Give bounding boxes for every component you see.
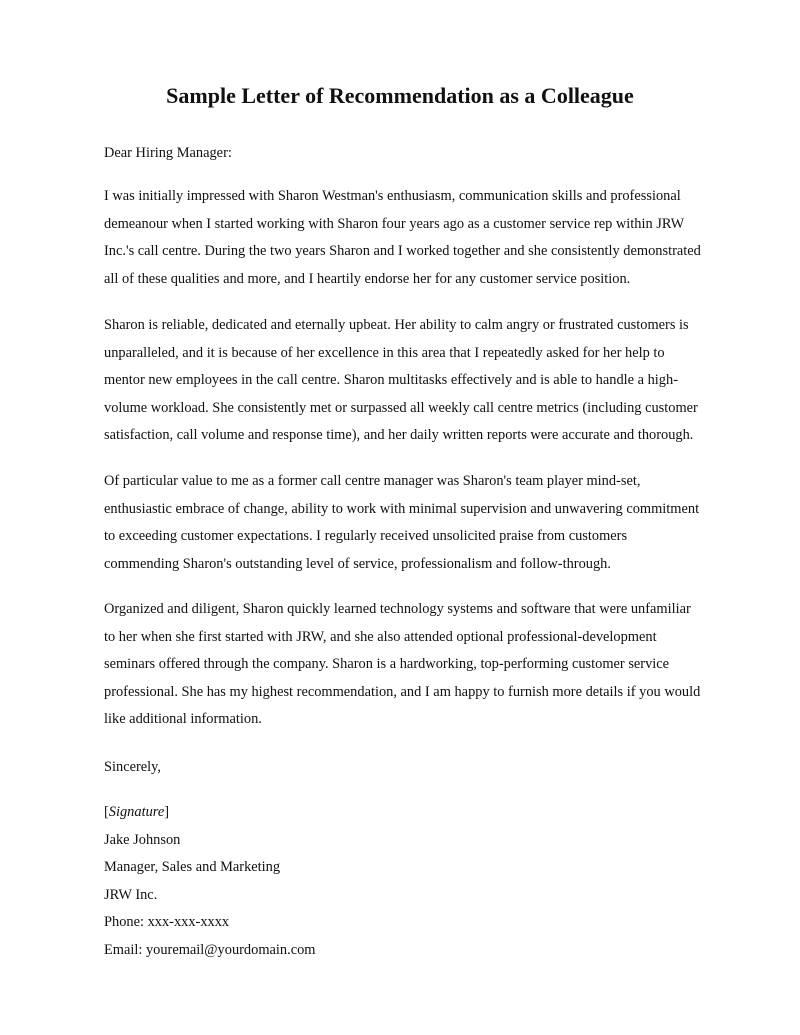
signature-close-bracket: ]	[164, 804, 170, 820]
paragraph-3: Of particular value to me as a former call centre manager was Sharon's team player mind-set, enthusiastic embrace of change, ability to work with minimal supervision and unwavering commitment to exceeding customer expectations. I regularly received unsolicited praise from customers commending Sharon's outstanding level of service, professionalism and follow-through.	[104, 473, 700, 572]
letter-title: Sample Letter of Recommendation as a Colleague	[166, 83, 634, 108]
signature-placeholder	[104, 799, 704, 827]
paragraph-2: Sharon is reliable, dedicated and eternally upbeat. Her ability to calm angry or frustrated customers is unparalleled, and it is because of her excellence in this area that I repeatedly asked for her help to mentor new employees in the call centre. Sharon multitasks effectively and is able to handle a high-volume workload. She consistently met or surpassed all weekly call centre metrics (including customer satisfaction, call volume and response time), and her daily written reports were accurate and thorough.	[104, 317, 698, 443]
paragraph-1: I was initially impressed with Sharon Westman's enthusiasm, communication skills and professional demeanour when I started working with Sharon four years ago as a customer service rep within JRW Inc.'s call centre. During the two years Sharon and I worked together and she consistently demonstrated all of these qualities and more, and I heartily endorse her for any customer service position.	[104, 188, 701, 287]
signer-position: Manager, Sales and Marketing	[104, 859, 281, 875]
paragraph-4: Organized and diligent, Sharon quickly learned technology systems and software that were unfamiliar to her when she first started with JRW, and she also attended optional professional-development seminars offered through the company. Sharon is a hardworking, top-performing customer service professional. She has my highest recommendation, and I am happy to furnish more details if you would like additional information.	[104, 601, 701, 727]
signer-name: Jake Johnson	[104, 831, 181, 848]
signer-email: Email: youremail@yourdomain.com	[104, 941, 316, 958]
signer-company: JRW Inc.	[104, 886, 158, 903]
signature-placeholder-text: Signature	[108, 804, 165, 820]
salutation: Dear Hiring Manager:	[104, 145, 232, 161]
signature-block	[104, 799, 704, 964]
closing: Sincerely,	[104, 759, 162, 775]
signature-open-bracket: [	[104, 804, 109, 820]
signer-phone: Phone: xxx-xxx-xxxx	[104, 914, 230, 930]
